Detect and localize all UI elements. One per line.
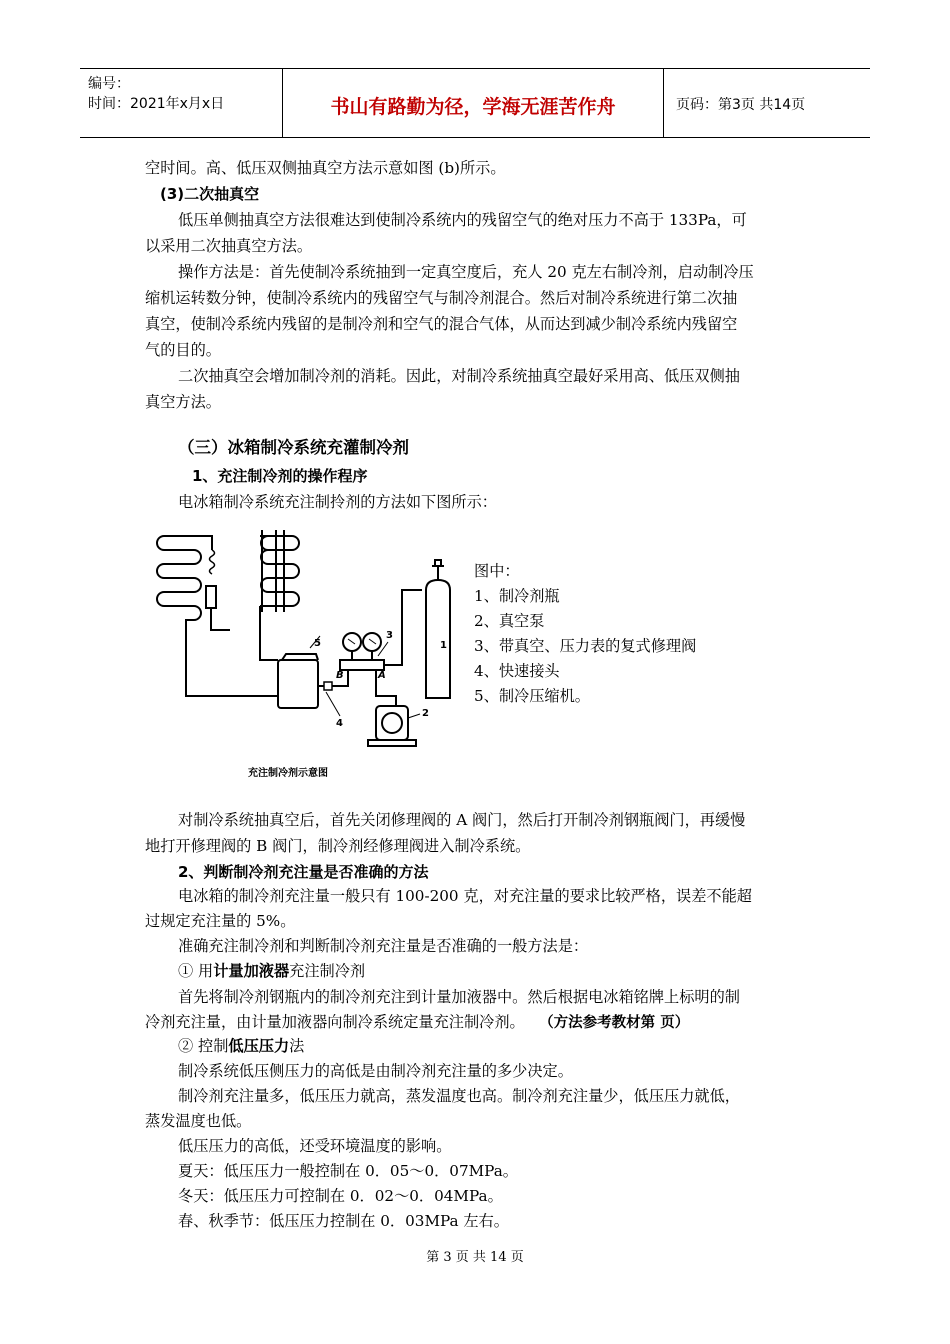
label-4: 4 bbox=[336, 718, 343, 729]
label-1: 1 bbox=[440, 640, 447, 651]
method-number: ② 控制 bbox=[178, 1037, 229, 1055]
figure-caption: 充注制冷剂示意图 bbox=[248, 768, 328, 779]
refrigerant-charging-diagram bbox=[150, 520, 470, 782]
method-keyword: 低压压力 bbox=[228, 1037, 290, 1055]
paragraph bbox=[145, 1012, 689, 1033]
filter-drier bbox=[206, 586, 216, 608]
capillary-tube bbox=[188, 536, 212, 550]
legend-title: 图中： bbox=[474, 562, 520, 580]
paragraph: 真空方法。 bbox=[145, 393, 221, 411]
paragraph: 低压压力的高低，还受环境温度的影响。 bbox=[178, 1137, 452, 1155]
paragraph: 对制冷系统抽真空后，首先关闭修理阀的 A 阀门，然后打开制冷剂钢瓶阀门，再缓慢 bbox=[178, 811, 746, 829]
evaporator-coil bbox=[260, 536, 299, 606]
motto: 书山有路勤为径，学海无涯苦作舟 bbox=[330, 96, 616, 118]
label-3: 3 bbox=[386, 630, 393, 641]
paragraph: 冬天：低压压力可控制在 0．02～0．04MPa。 bbox=[178, 1187, 503, 1205]
paragraph: 地打开修理阀的 B 阀门，制冷剂经修理阀进入制冷系统。 bbox=[145, 837, 531, 855]
paragraph: 蒸发温度也低。 bbox=[145, 1112, 252, 1130]
header-meta-cell bbox=[80, 69, 283, 137]
paragraph: 制冷系统低压侧压力的高低是由制冷剂充注量的多少决定。 bbox=[178, 1062, 573, 1080]
method-1-heading bbox=[178, 961, 365, 981]
manifold-valve bbox=[340, 660, 384, 670]
method-2-heading bbox=[178, 1036, 304, 1056]
paragraph: 准确充注制冷剂和判断制冷剂充注量是否准确的一般方法是： bbox=[178, 937, 589, 955]
label-2: 2 bbox=[422, 708, 429, 719]
paragraph: 缩机运转数分钟，使制冷系统内的残留空气与制冷剂混合。然后对制冷系统进行第二次抽 bbox=[145, 289, 738, 307]
paragraph: 操作方法是：首先使制冷系统抽到一定真空度后，充人 20 克左右制冷剂，启动制冷压 bbox=[178, 263, 754, 281]
legend-item: 4、快速接头 bbox=[474, 662, 560, 680]
capillary-spring bbox=[210, 550, 215, 574]
paragraph: 低压单侧抽真空方法很难达到使制冷系统内的残留空气的绝对压力不高于 133Pa，可 bbox=[178, 211, 747, 229]
page-header bbox=[80, 68, 870, 138]
method-text: 充注制冷剂 bbox=[289, 962, 366, 980]
paragraph: 首先将制冷剂钢瓶内的制冷剂充注到计量加液器中。然后根据电冰箱铭牌上标明的制 bbox=[178, 988, 740, 1006]
legend-item: 2、真空泵 bbox=[474, 612, 545, 630]
quick-connector bbox=[324, 682, 332, 690]
paragraph: 春、秋季节：低压压力控制在 0．03MPa 左右。 bbox=[178, 1212, 509, 1230]
paragraph: 制冷剂充注量多，低压压力就高，蒸发温度也高。制冷剂充注量少，低压压力就低， bbox=[178, 1087, 740, 1105]
page-footer: 第 3 页 共 14 页 bbox=[426, 1250, 524, 1265]
page-number-label: 页码：第3页 共14页 bbox=[676, 97, 806, 113]
paragraph: 真空，使制冷系统内残留的是制冷剂和空气的混合气体，从而达到减少制冷系统内残留空 bbox=[145, 315, 738, 333]
label-A: A bbox=[378, 670, 386, 681]
doc-time-label: 时间：2021年x月x日 bbox=[88, 96, 225, 112]
method-keyword: 计量加液器 bbox=[213, 962, 290, 980]
paragraph: 过规定充注量的 5%。 bbox=[145, 912, 296, 930]
legend-item: 5、制冷压缩机。 bbox=[474, 687, 590, 705]
header-motto-cell bbox=[283, 69, 664, 137]
legend-item: 3、带真空、压力表的复式修理阀 bbox=[474, 637, 697, 655]
doc-number-label: 编号： bbox=[88, 76, 130, 92]
paragraph-text: 冷剂充注量，由计量加液器向制冷系统定量充注制冷剂。 bbox=[145, 1013, 525, 1031]
label-B: B bbox=[336, 670, 344, 681]
compressor bbox=[278, 660, 318, 708]
subheading: 1、充注制冷剂的操作程序 bbox=[192, 467, 368, 485]
paragraph: 夏天：低压压力一般控制在 0．05～0．07MPa。 bbox=[178, 1162, 518, 1180]
pressure-gauge bbox=[363, 633, 381, 651]
header-page-cell bbox=[664, 69, 870, 137]
paragraph: 二次抽真空会增加制冷剂的消耗。因此，对制冷系统抽真空最好采用高、低压双侧抽 bbox=[178, 367, 740, 385]
paragraph: 以采用二次抽真空方法。 bbox=[145, 237, 313, 255]
method-number: ① 用 bbox=[178, 962, 214, 980]
vacuum-pump bbox=[376, 706, 408, 740]
subheading: 2、判断制冷剂充注量是否准确的方法 bbox=[178, 863, 429, 881]
paragraph: 气的目的。 bbox=[145, 341, 221, 359]
paragraph: 空时间。高、低压双侧抽真空方法示意如图 (b)所示。 bbox=[145, 159, 506, 177]
refrigerant-cylinder bbox=[426, 580, 450, 698]
subheading: (3)二次抽真空 bbox=[160, 185, 260, 203]
method-text: 法 bbox=[289, 1037, 305, 1055]
paragraph: 电冰箱的制冷剂充注量一般只有 100-200 克，对充注量的要求比较严格，误差不能超 bbox=[178, 887, 752, 905]
paragraph: 电冰箱制冷系统充注制拎剂的方法如下图所示： bbox=[178, 493, 497, 511]
legend-item: 1、制冷剂瓶 bbox=[474, 587, 560, 605]
textbook-reference: （方法参考教材第 页） bbox=[539, 1015, 690, 1031]
label-5: 5 bbox=[314, 638, 321, 649]
section-heading: （三）冰箱制冷系统充灌制冷剂 bbox=[178, 438, 409, 457]
